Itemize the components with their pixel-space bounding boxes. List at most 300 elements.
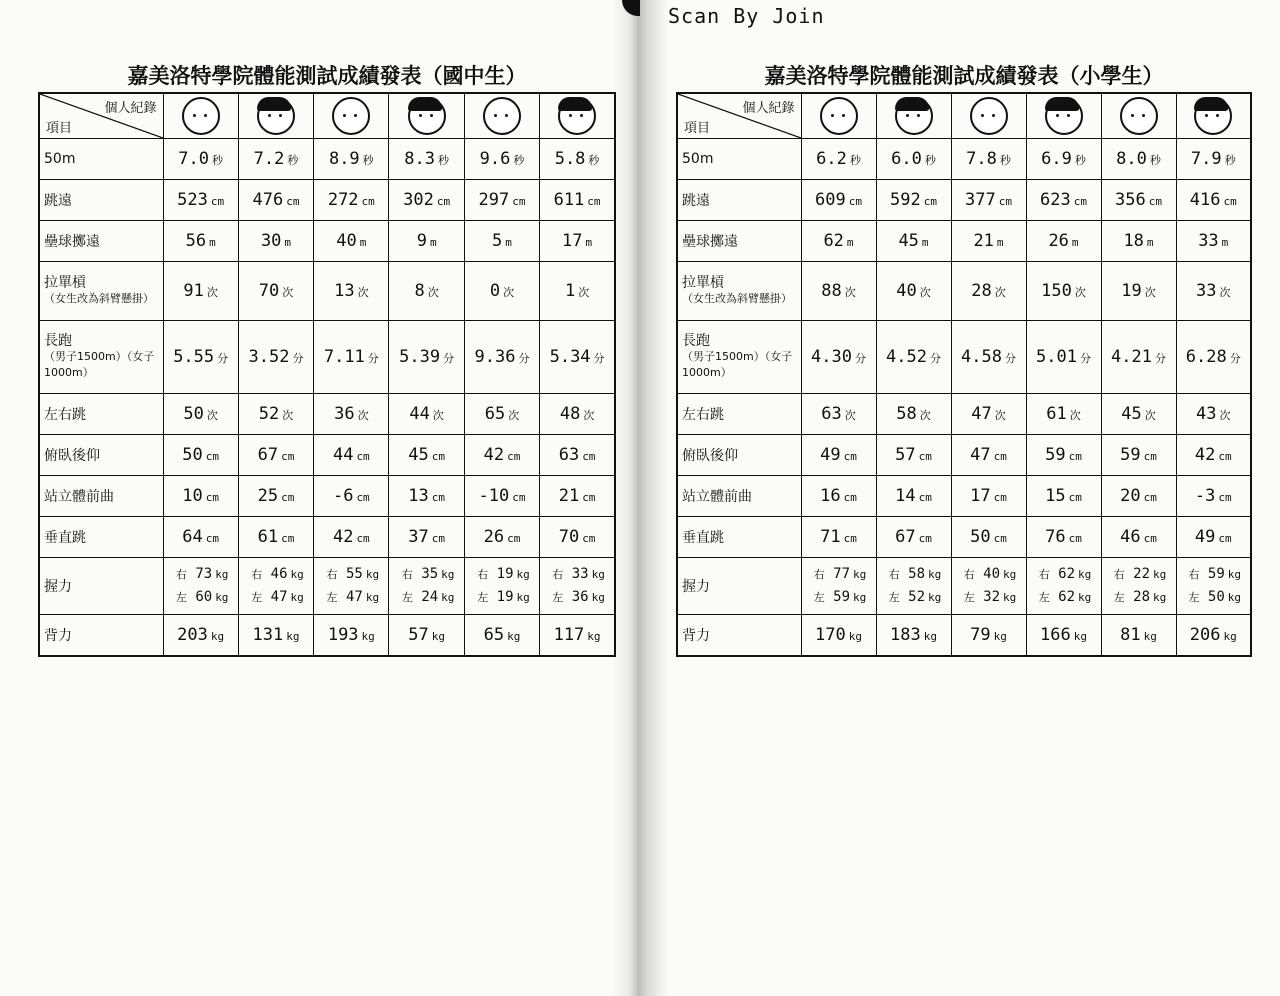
result-unit: kg (441, 568, 455, 581)
grip-right-value: 35 (421, 566, 439, 582)
grip-row (677, 558, 1251, 615)
event-label: 跳遠 (44, 193, 72, 209)
result-value: 57 (408, 625, 429, 645)
result-unit: kg (1078, 591, 1092, 604)
grip-left (1031, 586, 1097, 609)
grip-right-value: 19 (496, 566, 514, 582)
result-cell (951, 139, 1026, 180)
result-cell (464, 139, 539, 180)
grip-side-label: 右 (888, 568, 900, 581)
event-label-cell (677, 180, 801, 221)
result-unit: kg (853, 591, 867, 604)
event-row (677, 321, 1251, 394)
corner-record-label: 個人紀錄 (742, 101, 795, 116)
result-value: 43 (1196, 404, 1217, 424)
left-page (38, 60, 616, 657)
result-unit: kg (1227, 568, 1242, 581)
result-value: 7.8 (966, 149, 997, 169)
result-unit: m (1221, 236, 1229, 249)
result-value: 5.34 (549, 347, 591, 367)
result-cell (540, 394, 615, 435)
result-unit: kg (848, 630, 862, 643)
book-gutter (612, 0, 668, 996)
result-value: 45 (408, 445, 429, 465)
result-unit: 次 (583, 409, 595, 422)
result-value: 5.39 (399, 347, 441, 367)
result-value: 131 (252, 625, 284, 645)
page-title: 嘉美洛特學院體能測試成績發表（小學生） (764, 64, 1164, 88)
grip-side-label: 右 (401, 568, 413, 581)
result-cell (1026, 139, 1101, 180)
result-cell (1026, 517, 1101, 558)
result-cell (1176, 221, 1251, 262)
event-note: （男子1500m）（女子1000m） (682, 350, 793, 379)
results-table (38, 92, 616, 657)
event-label: 站立體前曲 (682, 489, 752, 505)
result-cell (238, 435, 313, 476)
event-label: 50m (44, 151, 76, 167)
result-cell (801, 517, 876, 558)
result-cell (389, 517, 464, 558)
event-label: 長跑 (44, 333, 72, 349)
event-label: 垂直跳 (682, 530, 724, 546)
corner-cell (677, 93, 801, 139)
result-value: 7.0 (178, 149, 210, 169)
result-cell (314, 262, 389, 321)
result-unit: 次 (427, 286, 439, 299)
student-face-icon (483, 97, 521, 135)
result-unit: 次 (1074, 286, 1086, 299)
result-unit: cm (923, 195, 937, 208)
result-value: 70 (558, 527, 580, 547)
result-unit: m (359, 236, 367, 249)
grip-side-label: 左 (813, 591, 825, 604)
result-cell (464, 180, 539, 221)
result-cell (1101, 321, 1176, 394)
grip-cell (314, 558, 389, 615)
result-value: 44 (332, 445, 354, 465)
grip-right-value: 58 (908, 566, 926, 582)
grip-right-value: 73 (195, 566, 213, 582)
result-cell (464, 435, 539, 476)
grip-cell (389, 558, 464, 615)
grip-cell (1101, 558, 1176, 615)
event-label: 垂直跳 (44, 530, 86, 546)
result-unit: m (1146, 236, 1154, 249)
result-unit: 次 (919, 409, 931, 422)
event-label-cell (677, 321, 801, 394)
result-unit: m (284, 236, 292, 249)
result-unit: cm (507, 532, 521, 545)
result-cell (1026, 321, 1101, 394)
event-label-cell (39, 221, 163, 262)
result-cell (1026, 262, 1101, 321)
grip-side-label: 右 (1188, 568, 1200, 581)
result-unit: m (505, 236, 512, 249)
result-unit: kg (1153, 568, 1167, 581)
result-cell (801, 139, 876, 180)
result-cell (238, 394, 313, 435)
result-cell (464, 321, 539, 394)
event-label-cell (677, 558, 801, 615)
result-value: 25 (257, 486, 279, 506)
grip-left (1106, 586, 1172, 609)
result-value: 150 (1041, 281, 1072, 301)
result-value: 49 (820, 445, 841, 465)
grip-side-label: 右 (251, 568, 263, 581)
event-label-cell (677, 394, 801, 435)
result-value: 65 (484, 404, 506, 424)
result-unit: 次 (1144, 409, 1156, 422)
result-cell (389, 262, 464, 321)
grip-cell (951, 558, 1026, 615)
event-label-cell (39, 476, 163, 517)
result-unit: kg (591, 591, 605, 604)
result-value: 63 (558, 445, 580, 465)
event-label: 背力 (682, 628, 710, 644)
result-unit: kg (923, 630, 937, 643)
result-unit: kg (431, 630, 446, 643)
result-value: 8.3 (404, 149, 435, 169)
result-value: 6.9 (1041, 149, 1072, 169)
result-cell (1026, 180, 1101, 221)
event-row (39, 262, 615, 321)
result-value: 49 (1194, 527, 1216, 547)
event-label: 跳遠 (682, 193, 710, 209)
result-cell (1176, 394, 1251, 435)
result-cell (238, 615, 313, 657)
result-value: 3.52 (248, 347, 290, 367)
grip-left-value: 47 (270, 589, 288, 605)
result-unit: 分 (518, 352, 530, 365)
result-cell (389, 321, 464, 394)
grip-left (469, 586, 535, 609)
corner-item-label: 項目 (46, 121, 73, 136)
result-unit: 分 (929, 352, 941, 365)
grip-right (544, 563, 610, 586)
result-unit: cm (582, 491, 596, 504)
grip-left-value: 47 (345, 589, 363, 605)
event-label-cell (677, 476, 801, 517)
result-unit: cm (1068, 491, 1082, 504)
result-unit: m (429, 236, 437, 249)
result-cell (1176, 517, 1251, 558)
result-value: 28 (971, 281, 992, 301)
grip-side-label: 左 (175, 591, 187, 604)
result-value: 166 (1040, 625, 1071, 645)
result-value: 8.9 (328, 149, 360, 169)
event-label-cell (39, 180, 163, 221)
result-unit: 次 (508, 409, 520, 422)
result-cell (1176, 321, 1251, 394)
result-value: 356 (1115, 190, 1146, 210)
result-value: 5.8 (554, 149, 586, 169)
result-value: 15 (1045, 486, 1066, 506)
result-cell (540, 615, 615, 657)
result-value: 26 (483, 527, 505, 547)
result-value: 18 (1123, 231, 1144, 251)
right-page (676, 60, 1252, 657)
result-cell (801, 394, 876, 435)
result-cell (238, 221, 313, 262)
grip-right (1106, 563, 1172, 586)
result-value: 50 (183, 404, 204, 424)
grip-side-label: 右 (1113, 568, 1125, 581)
result-unit: 次 (357, 409, 369, 422)
result-value: 42 (1194, 445, 1216, 465)
result-unit: cm (843, 450, 857, 463)
grip-cell (876, 558, 951, 615)
grip-side-label: 右 (963, 568, 975, 581)
result-value: 623 (1040, 190, 1071, 210)
event-label-cell (39, 139, 163, 180)
grip-right (393, 563, 459, 586)
result-unit: cm (356, 491, 370, 504)
event-row (39, 221, 615, 262)
grip-left-value: 19 (496, 589, 514, 605)
event-label-cell (677, 262, 801, 321)
result-value: 61 (257, 527, 279, 547)
result-unit: 秒 (849, 154, 861, 167)
result-value: 8 (414, 281, 425, 301)
result-cell (1101, 615, 1176, 657)
grip-cell (540, 558, 615, 615)
student-face-icon (970, 97, 1008, 135)
result-value: 7.9 (1190, 149, 1222, 169)
result-unit: kg (441, 591, 455, 604)
result-unit: m (846, 236, 854, 249)
corner-record-label: 個人紀錄 (104, 101, 157, 116)
result-value: 9.36 (474, 347, 516, 367)
result-value: 8.0 (1116, 149, 1147, 169)
back-strength-row (39, 615, 615, 657)
result-cell (314, 476, 389, 517)
result-unit: cm (512, 195, 526, 208)
result-cell (163, 476, 238, 517)
event-label: 左右跳 (44, 407, 86, 423)
result-cell (801, 180, 876, 221)
result-unit: cm (843, 532, 857, 545)
result-value: 47 (970, 445, 991, 465)
student-column-header (801, 93, 876, 139)
result-cell (951, 321, 1026, 394)
result-unit: cm (587, 195, 601, 208)
event-row (39, 180, 615, 221)
result-value: 206 (1189, 625, 1221, 645)
result-value: 58 (896, 404, 917, 424)
grip-side-label: 左 (1038, 591, 1050, 604)
result-unit: kg (1227, 591, 1242, 604)
result-unit: 分 (854, 352, 866, 365)
result-cell (540, 221, 615, 262)
result-cell (1176, 262, 1251, 321)
event-label: 拉單槓 (682, 275, 724, 291)
result-cell (1026, 615, 1101, 657)
student-column-header (238, 93, 313, 139)
corner-item-label: 項目 (684, 121, 711, 136)
result-cell (876, 180, 951, 221)
result-unit: 秒 (588, 154, 600, 167)
result-cell (1176, 476, 1251, 517)
result-unit: 次 (994, 409, 1006, 422)
grip-side-label: 右 (813, 568, 825, 581)
student-column-header (1176, 93, 1251, 139)
grip-cell (238, 558, 313, 615)
event-label-cell (677, 615, 801, 657)
back-strength-row (677, 615, 1251, 657)
result-cell (389, 139, 464, 180)
result-cell (389, 221, 464, 262)
result-unit: 分 (1079, 352, 1091, 365)
result-unit: 次 (844, 286, 856, 299)
result-cell (163, 394, 238, 435)
student-column-header (1101, 93, 1176, 139)
grip-left (168, 586, 234, 609)
grip-side-label: 右 (1038, 568, 1050, 581)
result-unit: cm (1143, 491, 1157, 504)
result-value: 71 (820, 527, 841, 547)
result-cell (1101, 180, 1176, 221)
grip-left-value: 62 (1058, 589, 1076, 605)
result-value: 9.6 (479, 149, 511, 169)
grip-side-label: 左 (401, 591, 413, 604)
result-cell (238, 180, 313, 221)
result-value: 13 (334, 281, 355, 301)
event-row (39, 476, 615, 517)
result-unit: 分 (593, 352, 605, 365)
student-column-header (951, 93, 1026, 139)
result-unit: 秒 (438, 154, 449, 167)
student-column-header (876, 93, 951, 139)
event-label: 壘球擲遠 (682, 234, 738, 250)
result-value: 609 (815, 190, 846, 210)
result-value: 70 (258, 281, 280, 301)
result-cell (540, 435, 615, 476)
grip-cell (163, 558, 238, 615)
student-face-icon (332, 97, 370, 135)
header-row (677, 93, 1251, 139)
grip-right (243, 563, 309, 586)
result-unit: cm (205, 450, 220, 463)
result-value: 79 (970, 625, 991, 645)
event-label-cell (677, 139, 801, 180)
result-value: 47 (971, 404, 992, 424)
result-value: 203 (177, 625, 208, 645)
result-unit: kg (507, 630, 521, 643)
event-row (677, 221, 1251, 262)
event-label: 左右跳 (682, 407, 724, 423)
student-face-icon (1045, 97, 1083, 135)
result-unit: 分 (443, 352, 455, 365)
result-cell (951, 394, 1026, 435)
result-unit: kg (587, 630, 601, 643)
result-unit: 分 (292, 352, 304, 365)
result-unit: cm (361, 195, 375, 208)
result-unit: 秒 (999, 154, 1011, 167)
result-unit: 秒 (287, 154, 299, 167)
result-unit: kg (215, 591, 229, 604)
event-label: 站立體前曲 (44, 489, 114, 505)
result-cell (876, 435, 951, 476)
result-cell (238, 139, 313, 180)
result-value: 4.30 (811, 347, 852, 367)
result-unit: cm (1223, 195, 1237, 208)
grip-side-label: 左 (1113, 591, 1125, 604)
result-value: 56 (185, 231, 207, 251)
result-value: 4.58 (961, 347, 1002, 367)
result-unit: 次 (206, 286, 218, 299)
result-unit: kg (1073, 630, 1087, 643)
grip-left-value: 60 (195, 589, 213, 605)
result-value: 193 (327, 625, 359, 645)
result-unit: kg (365, 568, 380, 581)
result-value: 0 (489, 281, 501, 301)
student-column-header (1026, 93, 1101, 139)
result-unit: kg (516, 568, 530, 581)
result-cell (951, 221, 1026, 262)
grip-right-value: 40 (983, 566, 1001, 582)
result-value: 6.28 (1185, 347, 1227, 367)
grip-side-label: 左 (963, 591, 975, 604)
result-unit: 次 (1069, 409, 1081, 422)
result-unit: cm (431, 491, 446, 504)
grip-side-label: 左 (477, 591, 489, 604)
result-cell (314, 139, 389, 180)
result-unit: kg (928, 568, 942, 581)
result-unit: 次 (432, 409, 444, 422)
result-value: 9 (416, 231, 427, 251)
result-unit: kg (1003, 591, 1017, 604)
event-label-cell (39, 321, 163, 394)
result-cell (389, 180, 464, 221)
result-cell (540, 139, 615, 180)
result-unit: cm (1068, 532, 1082, 545)
result-cell (540, 517, 615, 558)
result-value: 6.2 (816, 149, 847, 169)
result-value: 44 (409, 404, 430, 424)
result-unit: cm (507, 450, 521, 463)
grip-right (1031, 563, 1097, 586)
result-unit: cm (1068, 450, 1082, 463)
grip-right-value: 62 (1058, 566, 1076, 582)
result-value: 4.21 (1111, 347, 1152, 367)
result-unit: cm (1218, 532, 1232, 545)
result-unit: cm (993, 532, 1007, 545)
result-unit: 分 (1004, 352, 1016, 365)
result-cell (1101, 476, 1176, 517)
result-unit: kg (1003, 568, 1017, 581)
result-unit: kg (210, 630, 225, 643)
result-cell (951, 476, 1026, 517)
student-column-header (163, 93, 238, 139)
result-unit: cm (582, 532, 596, 545)
result-unit: 分 (217, 352, 229, 365)
result-value: -3 (1194, 486, 1216, 506)
result-cell (314, 180, 389, 221)
result-value: 33 (1198, 231, 1219, 251)
grip-left (1181, 586, 1247, 609)
result-unit: cm (843, 491, 857, 504)
result-cell (238, 476, 313, 517)
result-cell (314, 615, 389, 657)
result-unit: 秒 (1224, 154, 1236, 167)
result-value: 523 (177, 190, 208, 210)
event-label-cell (39, 517, 163, 558)
result-value: 33 (1196, 281, 1217, 301)
event-label: 俯臥後仰 (44, 448, 100, 464)
result-value: 26 (1048, 231, 1069, 251)
student-face-icon (895, 97, 933, 135)
